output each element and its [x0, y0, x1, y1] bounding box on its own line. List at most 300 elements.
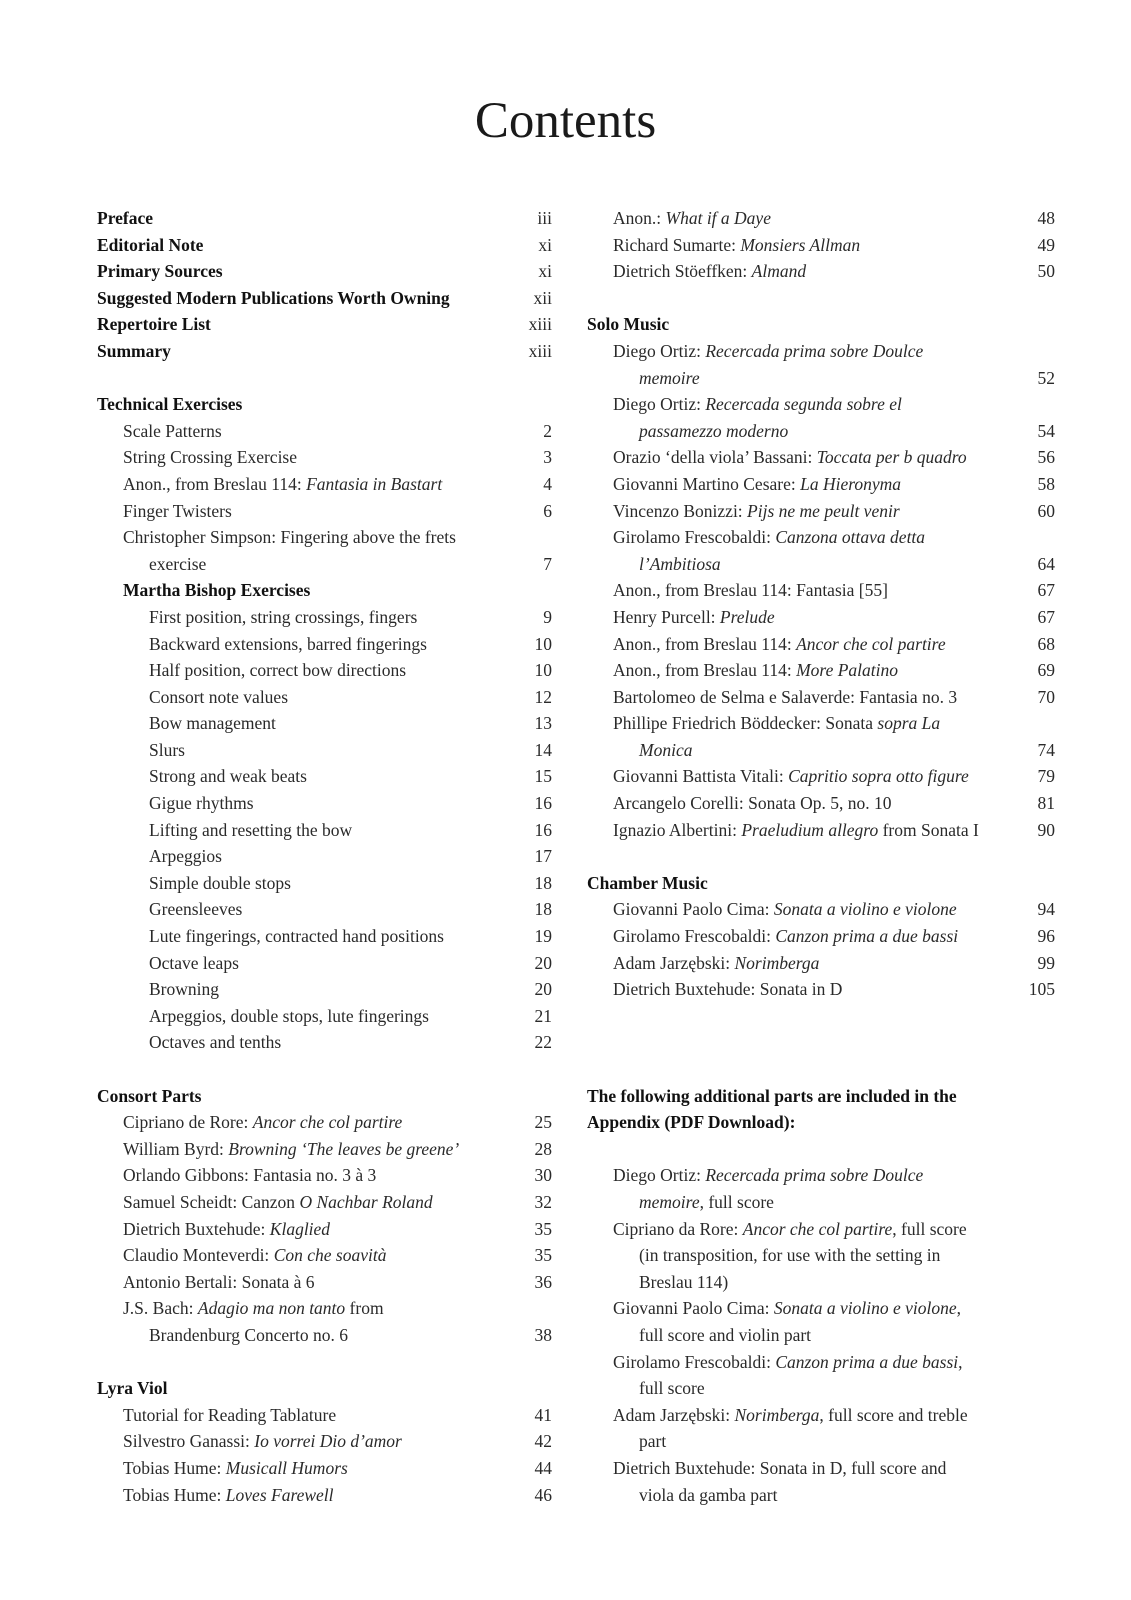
toc-entry: [97, 763, 552, 790]
toc-entry: [97, 817, 552, 844]
toc-entry: [97, 1322, 552, 1349]
entry-text: Christopher Simpson: Fingering above the frets: [123, 527, 456, 548]
entry-title: [97, 1189, 492, 1216]
toc-entry: [587, 763, 1055, 790]
entry-title: [97, 1003, 492, 1030]
page-number: 21: [534, 1005, 552, 1026]
italic-title: Recercada prima sobre Doulce: [705, 340, 924, 361]
page-number: 70: [1037, 686, 1055, 707]
entry-text: Girolamo Frescobaldi:: [613, 1351, 776, 1372]
page-number: 3: [543, 447, 552, 468]
italic-title: Canzon prima a due bassi: [775, 926, 959, 947]
entry-title: [97, 631, 492, 658]
entry-text: Giovanni Battista Vitali:: [613, 766, 789, 787]
entry-text: Lifting and resetting the bow: [149, 819, 353, 840]
toc-entry: [97, 1428, 552, 1455]
page-number: 94: [1037, 899, 1055, 920]
toc-entry: [97, 976, 552, 1003]
entry-text: Dietrich Buxtehude: Sonata in D: [613, 979, 843, 1000]
entry-text: Half position, correct bow directions: [149, 660, 407, 681]
toc-entry: [97, 950, 552, 977]
entry-text: Diego Ortiz:: [613, 394, 706, 415]
entry-text: Phillipe Friedrich Böddecker: Sonata: [613, 713, 878, 734]
entry-title: [97, 950, 492, 977]
entry-text: Anon., from Breslau 114:: [123, 473, 307, 494]
entry-text: viola da gamba part: [639, 1484, 778, 1505]
page-number: [995, 1295, 1055, 1322]
italic-title: sopra La: [877, 713, 941, 734]
entry-text: Henry Purcell:: [613, 606, 720, 627]
entry-title: [587, 1482, 995, 1509]
entry-title: [97, 870, 492, 897]
toc-entry: [587, 1349, 1055, 1376]
entry-text: First position, string crossings, fingers: [149, 606, 418, 627]
entry-title: [587, 1189, 995, 1216]
page-number: 67: [1037, 606, 1055, 627]
toc-entry: [587, 817, 1055, 844]
entry-text: Adam Jarzębski:: [613, 952, 735, 973]
spacer: [587, 1056, 1055, 1083]
entry-title: [587, 950, 995, 977]
page-number: xi: [538, 234, 552, 255]
entry-text: , full score: [699, 1191, 774, 1212]
entry-title: [97, 710, 492, 737]
page-number: 35: [534, 1245, 552, 1266]
entry-text: Claudio Monteverdi:: [123, 1245, 274, 1266]
page-number: [492, 391, 552, 418]
page-number: [995, 1375, 1055, 1402]
page-number: [995, 1083, 1055, 1110]
entry-title: [97, 1375, 492, 1402]
page-number: 36: [534, 1271, 552, 1292]
entry-text: Anon.:: [613, 208, 666, 228]
page-number: 7: [543, 553, 552, 574]
entry-text: Antonio Bertali: Sonata à 6: [123, 1271, 315, 1292]
toc-entry: [97, 418, 552, 445]
entry-text: Arcangelo Corelli: Sonata Op. 5, no. 10: [613, 793, 892, 814]
italic-title: Musicall Humors: [225, 1457, 348, 1478]
entry-title: [97, 843, 492, 870]
entry-title: [97, 1269, 492, 1296]
page-number: [492, 1375, 552, 1402]
entry-text: Octaves and tenths: [149, 1032, 282, 1053]
italic-title: Con che soavità: [273, 1245, 387, 1266]
entry-text: Preface: [97, 208, 154, 228]
entry-text: Appendix (PDF Download):: [587, 1112, 796, 1133]
toc-entry: [97, 790, 552, 817]
page-number: 56: [1037, 447, 1055, 468]
toc-entry: [97, 551, 552, 578]
entry-text: Bow management: [149, 713, 276, 734]
toc-entry: [587, 684, 1055, 711]
entry-text: Diego Ortiz:: [613, 340, 706, 361]
italic-title: Canzona ottava detta: [775, 527, 926, 548]
entry-text: Arpeggios: [149, 846, 222, 867]
page-number: 20: [534, 979, 552, 1000]
section-heading: [97, 258, 552, 285]
section-heading: [97, 338, 552, 365]
page-number: 4: [543, 473, 552, 494]
entry-text: Bartolomeo de Selma e Salaverde: Fantasia no. 3: [613, 686, 958, 707]
page-number: [492, 577, 552, 604]
entry-title: [97, 1242, 492, 1269]
section-heading: [97, 285, 552, 312]
entry-text: Slurs: [149, 739, 185, 760]
toc-entry: [97, 1029, 552, 1056]
spacer: [97, 1056, 552, 1083]
spacer: [587, 1136, 1055, 1163]
page-number: 99: [1037, 952, 1055, 973]
italic-title: Norimberga: [734, 1404, 820, 1425]
toc-entry: [587, 524, 1055, 551]
page-number: 79: [1037, 766, 1055, 787]
toc-entry: [587, 1189, 1055, 1216]
entry-title: [97, 1295, 492, 1322]
page-number: 2: [543, 420, 552, 441]
entry-text: Lyra Viol: [97, 1378, 168, 1399]
entry-text: , full score and treble: [819, 1404, 968, 1425]
entry-title: [587, 498, 995, 525]
entry-title: [97, 684, 492, 711]
toc-entry: [587, 737, 1055, 764]
entry-text: Anon., from Breslau 114: Fantasia [55]: [613, 580, 888, 601]
entry-title: [587, 1109, 995, 1136]
entry-title: [587, 817, 995, 844]
entry-title: [587, 631, 995, 658]
page-number: 54: [1037, 420, 1055, 441]
italic-title: Loves Farewell: [225, 1484, 334, 1505]
entry-title: [587, 551, 995, 578]
entry-text: Technical Exercises: [97, 394, 243, 415]
entry-text: Scale Patterns: [123, 420, 222, 441]
entry-title: [587, 1349, 995, 1376]
page-number: 52: [1037, 367, 1055, 388]
spacer: [97, 365, 552, 392]
toc-entry: [587, 365, 1055, 392]
toc-entry: [97, 524, 552, 551]
page-number: xii: [533, 287, 552, 308]
page-number: [995, 391, 1055, 418]
page-number: 9: [543, 606, 552, 627]
italic-title: Sonata a violino e violone: [773, 1298, 957, 1319]
toc-entry: [97, 1003, 552, 1030]
page-number: 50: [1037, 261, 1055, 282]
page-number: [995, 1482, 1055, 1509]
entry-title: [587, 391, 995, 418]
toc-entry: [587, 551, 1055, 578]
entry-title: [587, 870, 995, 897]
italic-title: Io vorrei Dio d’amor: [254, 1431, 402, 1452]
entry-text: Summary: [97, 340, 171, 361]
entry-text: Cipriano da Rore:: [613, 1218, 743, 1239]
page-number: 67: [1037, 580, 1055, 601]
page-number: [995, 1189, 1055, 1216]
toc-entry: [587, 444, 1055, 471]
entry-title: [97, 790, 492, 817]
entry-text: Tutorial for Reading Tablature: [123, 1404, 337, 1425]
page-number: [995, 1162, 1055, 1189]
entry-text: Chamber Music: [587, 872, 708, 893]
entry-title: [97, 1162, 492, 1189]
contents-column-left: [97, 205, 552, 1508]
entry-title: [97, 1029, 492, 1056]
toc-entry: [97, 1269, 552, 1296]
page-number: 20: [534, 952, 552, 973]
entry-title: [587, 418, 995, 445]
toc-entry: [587, 258, 1055, 285]
entry-title: [97, 1482, 492, 1509]
entry-text: full score: [639, 1378, 705, 1399]
entry-text: Vincenzo Bonizzi:: [613, 500, 748, 521]
page-number: 25: [534, 1112, 552, 1133]
entry-text: Consort note values: [149, 686, 289, 707]
entry-text: Gigue rhythms: [149, 793, 254, 814]
entry-title: [97, 1402, 492, 1429]
page-number: [995, 1428, 1055, 1455]
page-number: xiii: [528, 314, 552, 335]
italic-title: Ancor che col partire: [742, 1218, 893, 1239]
italic-title: Ancor che col partire: [252, 1112, 403, 1133]
toc-entry: [587, 1242, 1055, 1269]
toc-entry: [587, 710, 1055, 737]
entry-text: Dietrich Buxtehude:: [123, 1218, 270, 1239]
page-number: 42: [534, 1431, 552, 1452]
toc-entry: [97, 471, 552, 498]
toc-entry: [587, 1402, 1055, 1429]
page-number: [492, 1295, 552, 1322]
toc-entry: [587, 205, 1055, 232]
entry-title: [97, 604, 492, 631]
section-heading: [587, 1109, 1055, 1136]
entry-text: J.S. Bach:: [123, 1298, 198, 1319]
page-number: 46: [534, 1484, 552, 1505]
entry-title: [587, 657, 995, 684]
entry-title: [97, 418, 492, 445]
page-number: 18: [534, 872, 552, 893]
entry-text: full score and violin part: [639, 1324, 812, 1345]
section-heading: [97, 311, 552, 338]
entry-title: [587, 1216, 995, 1243]
entry-title: [587, 232, 995, 259]
italic-title: passamezzo moderno: [639, 420, 789, 441]
entry-text: Orlando Gibbons: Fantasia no. 3 à 3: [123, 1165, 377, 1186]
page-number: 49: [1037, 234, 1055, 255]
toc-entry: [97, 1216, 552, 1243]
toc-entry: [587, 338, 1055, 365]
entry-title: [587, 1295, 995, 1322]
entry-text: Martha Bishop Exercises: [123, 580, 311, 601]
page-number: 105: [1028, 979, 1055, 1000]
entry-title: [97, 1109, 492, 1136]
italic-title: Adagio ma non tanto: [197, 1298, 346, 1319]
spacer: [587, 285, 1055, 312]
toc-entry: [97, 870, 552, 897]
entry-title: [587, 444, 995, 471]
page-number: 41: [534, 1404, 552, 1425]
page-number: [995, 1322, 1055, 1349]
page-number: [492, 1083, 552, 1110]
toc-entry: [97, 444, 552, 471]
entry-text: Diego Ortiz:: [613, 1165, 706, 1186]
entry-title: [587, 737, 995, 764]
italic-title: Browning ‘The leaves be greene’: [228, 1138, 460, 1159]
toc-entry: [587, 471, 1055, 498]
entry-text: Breslau 114): [639, 1271, 729, 1292]
entry-title: [97, 205, 492, 232]
spacer: [587, 1003, 1055, 1030]
toc-entry: [97, 498, 552, 525]
entry-text: Giovanni Paolo Cima:: [613, 899, 774, 920]
entry-title: [587, 976, 995, 1003]
entry-text: Editorial Note: [97, 234, 204, 255]
page-number: 58: [1037, 473, 1055, 494]
entry-title: [97, 551, 492, 578]
entry-title: [97, 285, 492, 312]
page-number: 12: [534, 686, 552, 707]
entry-text: Giovanni Martino Cesare:: [613, 473, 801, 494]
entry-title: [97, 1455, 492, 1482]
entry-text: ,: [956, 1298, 962, 1319]
entry-title: [97, 498, 492, 525]
page-number: [995, 524, 1055, 551]
page-number: xi: [538, 261, 552, 282]
entry-text: Anon., from Breslau 114:: [613, 660, 797, 681]
entry-text: ,: [958, 1351, 963, 1372]
section-heading: [97, 577, 552, 604]
page-number: [995, 1455, 1055, 1482]
italic-title: memoire: [639, 1191, 700, 1212]
toc-entry: [97, 1482, 552, 1509]
entry-title: [587, 923, 995, 950]
entry-text: Consort Parts: [97, 1085, 202, 1106]
toc-entry: [97, 1162, 552, 1189]
page-number: 28: [534, 1138, 552, 1159]
toc-entry: [97, 1455, 552, 1482]
entry-text: part: [639, 1431, 667, 1452]
section-heading: [97, 1083, 552, 1110]
entry-title: [97, 976, 492, 1003]
italic-title: What if a Daye: [665, 208, 771, 228]
page-number: [995, 311, 1055, 338]
section-heading: [97, 391, 552, 418]
entry-text: The following additional parts are included in the: [587, 1085, 957, 1106]
entry-text: Primary Sources: [97, 261, 223, 282]
toc-entry: [587, 1482, 1055, 1509]
page-number: 19: [534, 926, 552, 947]
entry-title: [97, 338, 492, 365]
entry-title: [97, 471, 492, 498]
entry-text: Girolamo Frescobaldi:: [613, 527, 776, 548]
toc-entry: [97, 1189, 552, 1216]
spacer: [97, 1349, 552, 1376]
page-number: xiii: [528, 340, 552, 361]
entry-title: [587, 524, 995, 551]
page-number: 64: [1037, 553, 1055, 574]
entry-text: String Crossing Exercise: [123, 447, 298, 468]
entry-text: Brandenburg Concerto no. 6: [149, 1324, 348, 1345]
toc-entry: [97, 631, 552, 658]
entry-title: [97, 763, 492, 790]
page-number: 22: [534, 1032, 552, 1053]
italic-title: La Hieronyma: [800, 473, 902, 494]
page-number: 16: [534, 793, 552, 814]
entry-text: Girolamo Frescobaldi:: [613, 926, 776, 947]
page-number: 10: [534, 660, 552, 681]
page-number: 74: [1037, 739, 1055, 760]
entry-text: Simple double stops: [149, 872, 291, 893]
toc-entry: [587, 391, 1055, 418]
toc-entry: [587, 790, 1055, 817]
entry-text: Dietrich Buxtehude: Sonata in D, full score and: [613, 1457, 947, 1478]
italic-title: Toccata per b quadro: [816, 447, 967, 468]
entry-text: Greensleeves: [149, 899, 243, 920]
page-number: [995, 1109, 1055, 1136]
toc-entry: [587, 950, 1055, 977]
entry-text: from Sonata I: [878, 819, 979, 840]
entry-title: [587, 790, 995, 817]
toc-entry: [587, 1162, 1055, 1189]
entry-title: [587, 1269, 995, 1296]
page-number: 35: [534, 1218, 552, 1239]
entry-text: Silvestro Ganassi:: [123, 1431, 255, 1452]
entry-title: [97, 444, 492, 471]
entry-text: Orazio ‘della viola’ Bassani:: [613, 447, 817, 468]
page-number: 81: [1037, 793, 1055, 814]
toc-entry: [587, 1455, 1055, 1482]
entry-text: from: [345, 1298, 384, 1319]
entry-title: [587, 1162, 995, 1189]
italic-title: Praeludium allegro: [741, 819, 879, 840]
entry-title: [587, 471, 995, 498]
toc-entry: [97, 1242, 552, 1269]
entry-title: [97, 737, 492, 764]
section-heading: [97, 232, 552, 259]
entry-title: [97, 896, 492, 923]
toc-entry: [587, 418, 1055, 445]
page-number: 17: [534, 846, 552, 867]
page-title: Contents: [474, 93, 657, 149]
italic-title: Pijs ne me peult venir: [747, 500, 900, 521]
entry-title: [97, 1136, 492, 1163]
entry-title: [587, 1455, 995, 1482]
page-number: [995, 870, 1055, 897]
entry-title: [587, 1428, 995, 1455]
section-heading: [97, 1375, 552, 1402]
toc-entry: [587, 896, 1055, 923]
entry-title: [97, 1083, 492, 1110]
entry-text: Giovanni Paolo Cima:: [613, 1298, 774, 1319]
entry-title: [97, 391, 492, 418]
italic-title: Recercada segunda sobre el: [705, 394, 902, 415]
page-number: 69: [1037, 660, 1055, 681]
entry-text: Samuel Scheidt: Canzon: [123, 1191, 300, 1212]
entry-title: [97, 577, 492, 604]
entry-title: [97, 258, 492, 285]
toc-entry: [587, 923, 1055, 950]
toc-entry: [587, 1428, 1055, 1455]
toc-entry: [97, 1109, 552, 1136]
entry-text: Tobias Hume:: [123, 1457, 226, 1478]
toc-entry: [587, 976, 1055, 1003]
entry-title: [587, 684, 995, 711]
section-heading: [97, 205, 552, 232]
italic-title: Capritio sopra otto figure: [788, 766, 969, 787]
page-number: 10: [534, 633, 552, 654]
toc-entry: [587, 1269, 1055, 1296]
toc-entry: [97, 684, 552, 711]
italic-title: More Palatino: [796, 660, 898, 681]
entry-text: Suggested Modern Publications Worth Owning: [97, 287, 450, 308]
